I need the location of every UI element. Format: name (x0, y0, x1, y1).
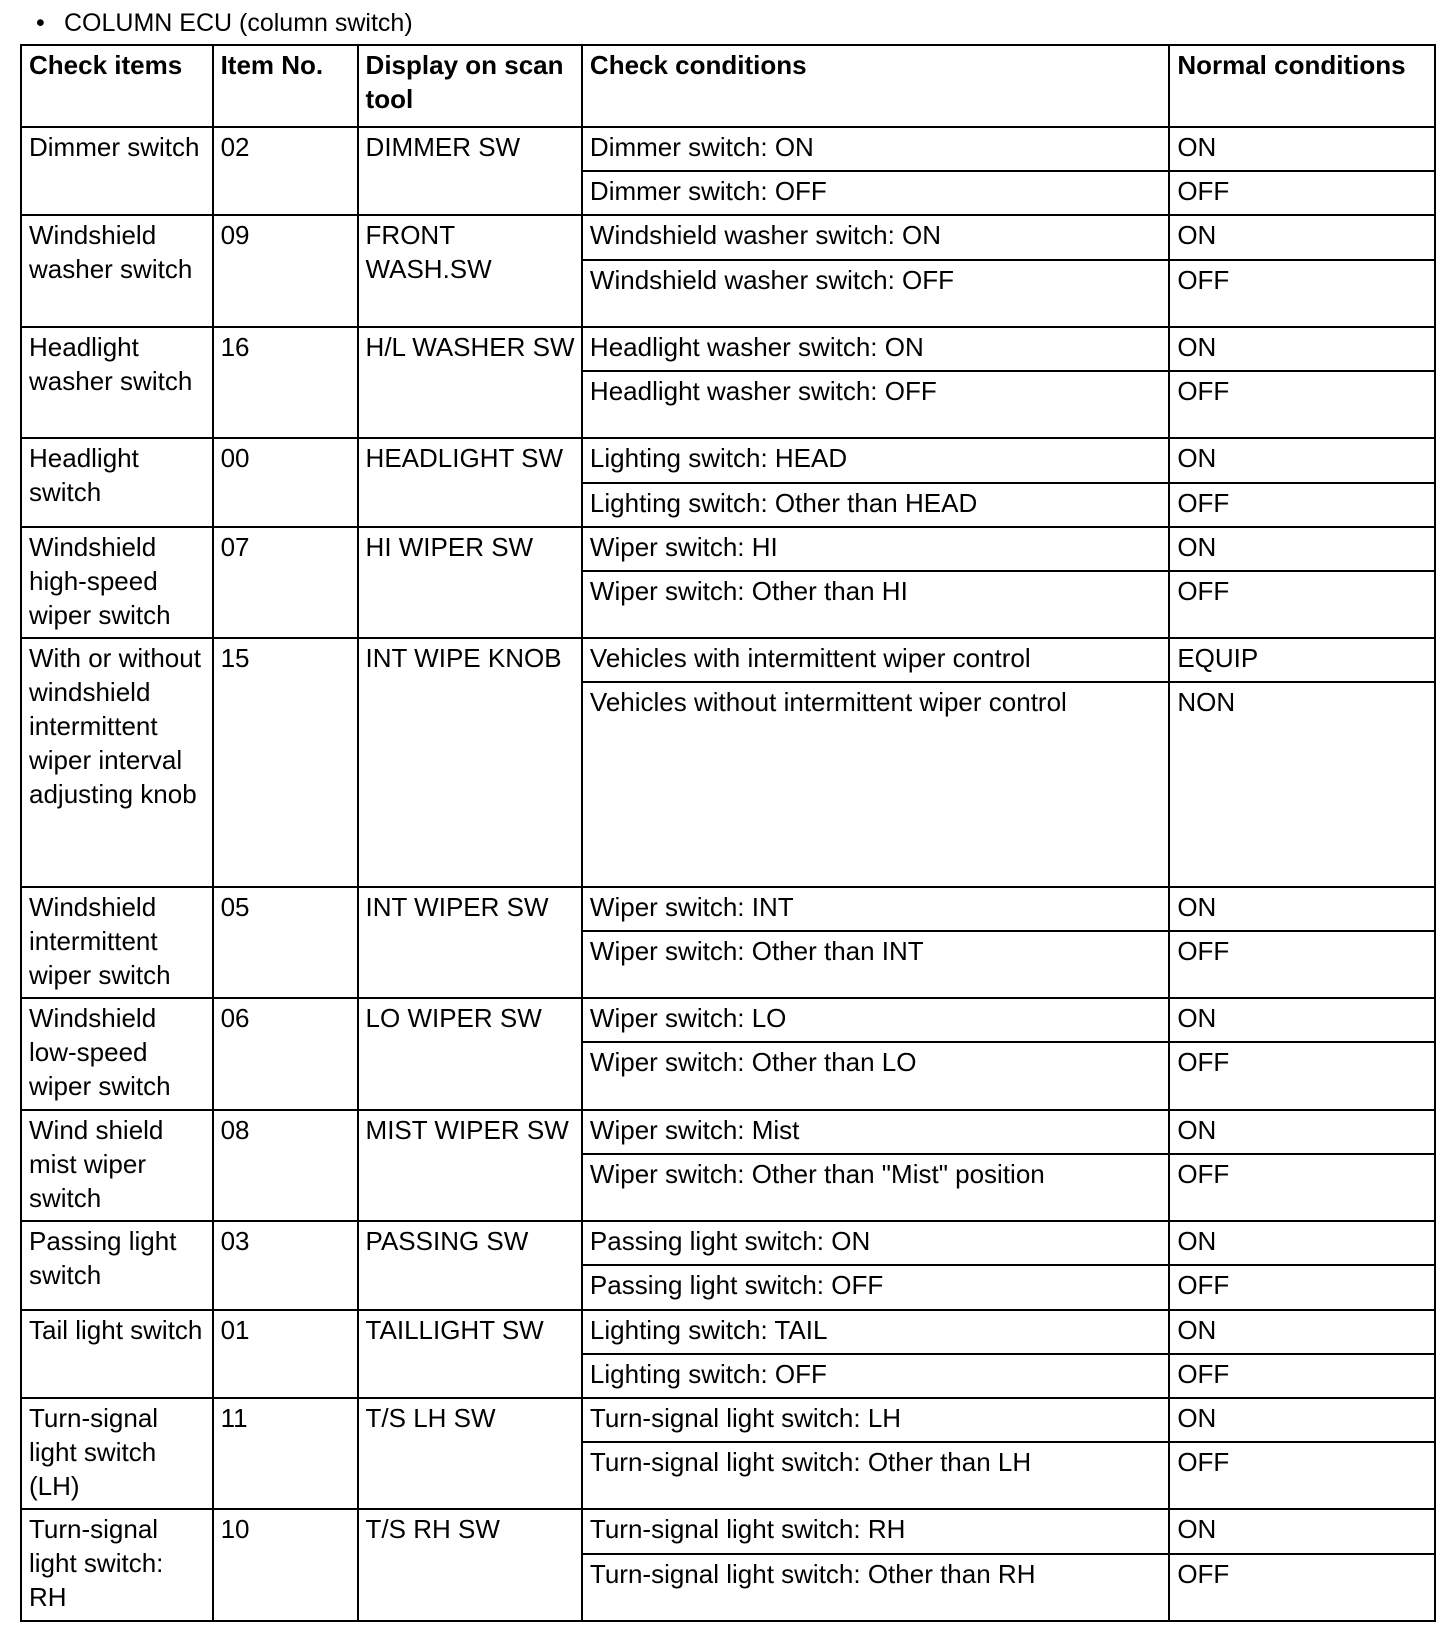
normal-condition-cell: OFF (1169, 1265, 1435, 1309)
check-item-cell: Turn-signal light switch: RH (21, 1509, 213, 1621)
table-row (21, 527, 1435, 571)
normal-condition-cell: ON (1169, 1110, 1435, 1154)
check-condition-cell: Windshield washer switch: OFF (582, 260, 1169, 327)
check-condition-cell: Headlight washer switch: OFF (582, 371, 1169, 438)
check-condition-cell: Dimmer switch: OFF (582, 171, 1169, 215)
table-header-row (21, 45, 1435, 127)
column-ecu-check-table (20, 44, 1436, 1622)
table-row (21, 327, 1435, 371)
section-heading-text: COLUMN ECU (column switch) (64, 9, 413, 37)
check-item-cell: Tail light switch (21, 1310, 213, 1398)
check-condition-cell: Lighting switch: TAIL (582, 1310, 1169, 1354)
table-row (21, 887, 1435, 931)
check-item-cell: With or without windshield intermittent wiper interval adjusting knob (21, 638, 213, 886)
display-cell: LO WIPER SW (358, 998, 582, 1110)
check-condition-cell: Headlight washer switch: ON (582, 327, 1169, 371)
check-condition-cell: Wiper switch: LO (582, 998, 1169, 1042)
check-condition-cell: Vehicles without intermittent wiper control (582, 682, 1169, 886)
normal-condition-cell: OFF (1169, 1354, 1435, 1398)
display-cell: T/S LH SW (358, 1398, 582, 1510)
check-item-cell: Headlight washer switch (21, 327, 213, 439)
item-no-cell: 07 (213, 527, 358, 639)
table-row (21, 998, 1435, 1042)
check-condition-cell: Lighting switch: OFF (582, 1354, 1169, 1398)
check-item-cell: Passing light switch (21, 1221, 213, 1309)
table-row (21, 1398, 1435, 1442)
item-no-cell: 16 (213, 327, 358, 439)
normal-condition-cell: ON (1169, 215, 1435, 259)
check-condition-cell: Windshield washer switch: ON (582, 215, 1169, 259)
check-item-cell: Wind shield mist wiper switch (21, 1110, 213, 1222)
check-condition-cell: Turn-signal light switch: LH (582, 1398, 1169, 1442)
check-condition-cell: Turn-signal light switch: Other than RH (582, 1554, 1169, 1621)
check-condition-cell: Lighting switch: HEAD (582, 438, 1169, 482)
check-condition-cell: Wiper switch: Other than "Mist" position (582, 1154, 1169, 1221)
normal-condition-cell: OFF (1169, 260, 1435, 327)
table-row (21, 127, 1435, 171)
check-condition-cell: Passing light switch: OFF (582, 1265, 1169, 1309)
header-display-on-scan-tool: Display on scan tool (358, 45, 582, 127)
check-item-cell: Windshield high-speed wiper switch (21, 527, 213, 639)
item-no-cell: 08 (213, 1110, 358, 1222)
display-cell: TAILLIGHT SW (358, 1310, 582, 1398)
normal-condition-cell: OFF (1169, 171, 1435, 215)
check-item-cell: Turn-signal light switch (LH) (21, 1398, 213, 1510)
normal-condition-cell: OFF (1169, 1554, 1435, 1621)
table-row (21, 1310, 1435, 1354)
header-item-no: Item No. (213, 45, 358, 127)
display-cell: MIST WIPER SW (358, 1110, 582, 1222)
table-row (21, 1110, 1435, 1154)
normal-condition-cell: ON (1169, 1310, 1435, 1354)
item-no-cell: 00 (213, 438, 358, 526)
table-row (21, 1509, 1435, 1553)
table-row (21, 438, 1435, 482)
normal-condition-cell: ON (1169, 527, 1435, 571)
item-no-cell: 01 (213, 1310, 358, 1398)
display-cell: INT WIPER SW (358, 887, 582, 999)
header-normal-conditions: Normal conditions (1169, 45, 1435, 127)
normal-condition-cell: ON (1169, 887, 1435, 931)
item-no-cell: 03 (213, 1221, 358, 1309)
check-condition-cell: Turn-signal light switch: RH (582, 1509, 1169, 1553)
check-condition-cell: Wiper switch: Other than HI (582, 571, 1169, 638)
display-cell: PASSING SW (358, 1221, 582, 1309)
header-check-items: Check items (21, 45, 213, 127)
normal-condition-cell: OFF (1169, 483, 1435, 527)
normal-condition-cell: NON (1169, 682, 1435, 886)
item-no-cell: 05 (213, 887, 358, 999)
check-condition-cell: Lighting switch: Other than HEAD (582, 483, 1169, 527)
normal-condition-cell: OFF (1169, 571, 1435, 638)
table-row (21, 638, 1435, 682)
check-item-cell: Windshield low-speed wiper switch (21, 998, 213, 1110)
check-condition-cell: Wiper switch: INT (582, 887, 1169, 931)
display-cell: INT WIPE KNOB (358, 638, 582, 886)
display-cell: FRONT WASH.SW (358, 215, 582, 327)
normal-condition-cell: ON (1169, 1509, 1435, 1553)
item-no-cell: 02 (213, 127, 358, 215)
normal-condition-cell: ON (1169, 1221, 1435, 1265)
table-row (21, 215, 1435, 259)
header-check-conditions: Check conditions (582, 45, 1169, 127)
bullet-marker: • (36, 9, 45, 37)
check-item-cell: Headlight switch (21, 438, 213, 526)
normal-condition-cell: OFF (1169, 1042, 1435, 1109)
display-cell: H/L WASHER SW (358, 327, 582, 439)
item-no-cell: 11 (213, 1398, 358, 1510)
display-cell: HEADLIGHT SW (358, 438, 582, 526)
check-condition-cell: Wiper switch: HI (582, 527, 1169, 571)
item-no-cell: 10 (213, 1509, 358, 1621)
item-no-cell: 15 (213, 638, 358, 886)
display-cell: T/S RH SW (358, 1509, 582, 1621)
normal-condition-cell: ON (1169, 998, 1435, 1042)
check-item-cell: Windshield intermittent wiper switch (21, 887, 213, 999)
normal-condition-cell: OFF (1169, 1154, 1435, 1221)
normal-condition-cell: ON (1169, 327, 1435, 371)
check-item-cell: Windshield washer switch (21, 215, 213, 327)
section-heading (36, 6, 413, 40)
check-condition-cell: Wiper switch: Other than LO (582, 1042, 1169, 1109)
check-condition-cell: Turn-signal light switch: Other than LH (582, 1442, 1169, 1509)
check-condition-cell: Passing light switch: ON (582, 1221, 1169, 1265)
check-condition-cell: Wiper switch: Mist (582, 1110, 1169, 1154)
item-no-cell: 09 (213, 215, 358, 327)
display-cell: HI WIPER SW (358, 527, 582, 639)
normal-condition-cell: EQUIP (1169, 638, 1435, 682)
display-cell: DIMMER SW (358, 127, 582, 215)
check-condition-cell: Dimmer switch: ON (582, 127, 1169, 171)
table-row (21, 1221, 1435, 1265)
check-condition-cell: Wiper switch: Other than INT (582, 931, 1169, 998)
check-item-cell: Dimmer switch (21, 127, 213, 215)
normal-condition-cell: OFF (1169, 931, 1435, 998)
item-no-cell: 06 (213, 998, 358, 1110)
normal-condition-cell: ON (1169, 127, 1435, 171)
check-condition-cell: Vehicles with intermittent wiper control (582, 638, 1169, 682)
normal-condition-cell: OFF (1169, 371, 1435, 438)
normal-condition-cell: OFF (1169, 1442, 1435, 1509)
normal-condition-cell: ON (1169, 438, 1435, 482)
normal-condition-cell: ON (1169, 1398, 1435, 1442)
